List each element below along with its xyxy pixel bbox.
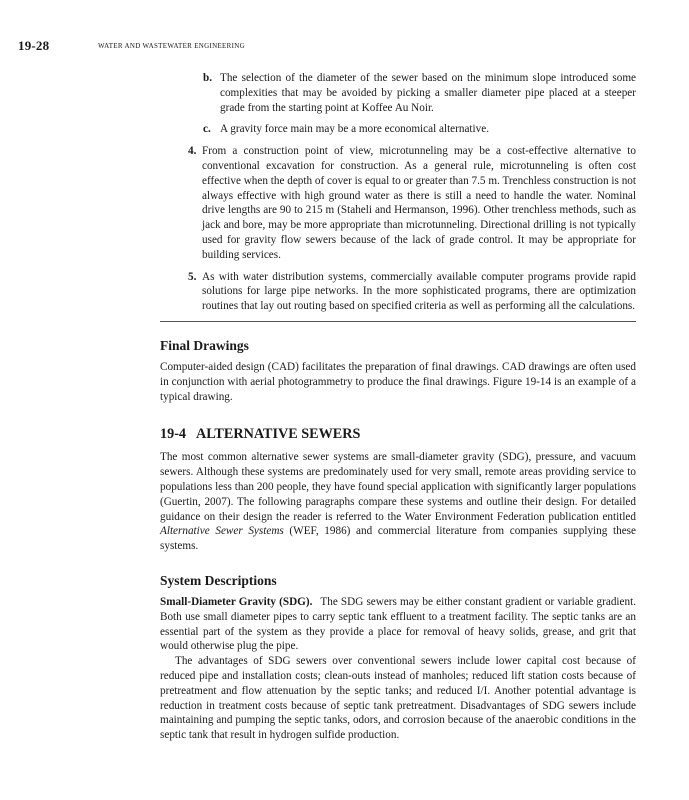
list-item-text: From a construction point of view, microtunneling may be a cost-effective alternative to conventional excavation for construction. As a general rule, microtunneling is often cost effective when the depth of cover is equal to or greater than 7.5 m. Trenchless construction is not always effective with high ground water as there is still a need to handle the water. Nominal drive lengths are 90 to 215 m (Staheli and Hermanson, 1996). Other trenchless methods, such as jack and bore, may be more appropriate than microtunneling. Directional drilling is not typically used for gravity flow sewers because of the lack of grade control. It may be appropriate for building services.: [202, 145, 636, 261]
system-descriptions-heading: System Descriptions: [160, 572, 277, 588]
list-item-text: As with water distribution systems, commercially available computer programs provide rapid solutions for large pipe networks. In the more sophisticated programs, there are optimization routines that lay out routing based on specified criteria as well as performing all the calculations.: [202, 270, 636, 313]
sdg-run-in-heading: Small-Diameter Gravity (SDG).: [160, 595, 313, 608]
sdg-text: The SDG sewers may be either constant gradient or variable gradient. Both use small diameter pipes to carry septic tank effluent to a treatment facility. The septic tanks are an essential part of the system as they provide a place for removal of heavy solids, grease, and grit that would otherwise plug the pipe.: [160, 595, 636, 653]
section-heading: [160, 426, 636, 443]
final-drawings-paragraph: Computer-aided design (CAD) facilitates the preparation of final drawings. CAD drawings are often used in conjunction with aerial photogrammetry to produce the final drawings. Figure 19-14 is an example of a typical drawing.: [160, 360, 636, 403]
running-title: WATER AND WASTEWATER ENGINEERING: [98, 42, 245, 50]
section-title: ALTERNATIVE SEWERS: [196, 426, 361, 443]
sub-item-list: [160, 71, 636, 137]
section-paragraph: [160, 450, 636, 554]
divider: [160, 321, 636, 322]
sdg-paragraph: [160, 595, 636, 654]
list-marker: 5.: [188, 270, 197, 283]
list-item: [160, 122, 636, 137]
sdg-advantages-paragraph: The advantages of SDG sewers over conventional sewers include lower capital cost because of reduced pipe and installation costs; clean-outs instead of manholes; reduced lift station costs because of pretreatment and flow attenuation by the septic tanks; and reduced I/I. Another potential advantage is reduction in treatment costs because of septic tank pretreatment. Disadvantages of SDG sewers include maintaining and pumping the septic tanks, odors, and corrosion because of the anaerobic conditions in the septic tank that result in hydrogen sulfide production.: [160, 655, 636, 742]
list-marker: c.: [203, 123, 211, 136]
section-number: 19-4: [160, 426, 187, 443]
list-item: [160, 144, 636, 262]
list-marker: 4.: [188, 145, 197, 158]
page-content: [160, 71, 636, 743]
publication-title: Alternative Sewer Systems: [160, 525, 284, 538]
list-item-text: The selection of the diameter of the sewer based on the minimum slope introduced some complexities that may be avoided by picking a smaller diameter pipe placed at a steeper grade from the starting point at Koffee Au Noir.: [220, 72, 636, 114]
section-text: (WEF, 1986) and commercial literature from companies supplying these systems.: [160, 525, 636, 553]
section-text: The most common alternative sewer systems are small-diameter gravity (SDG), pressure, and vacuum sewers. Although these systems are predominately used for very small, remote areas providing service to populations less than 200 people, they have found special application with significantly larger populations (Guertin, 2007). The following paragraphs compare these systems and outline their design. For detailed guidance on their design the reader is referred to the Water Environment Federation publication entitled: [160, 451, 636, 523]
list-item: [160, 71, 636, 115]
list-marker: b.: [203, 72, 213, 84]
page-number: 19-28: [18, 38, 50, 53]
running-head: [18, 38, 678, 58]
list-item: [160, 270, 636, 314]
final-drawings-heading: Final Drawings: [160, 337, 249, 353]
numbered-list: [160, 144, 636, 314]
list-item-text: A gravity force main may be a more economical alternative.: [220, 123, 490, 136]
